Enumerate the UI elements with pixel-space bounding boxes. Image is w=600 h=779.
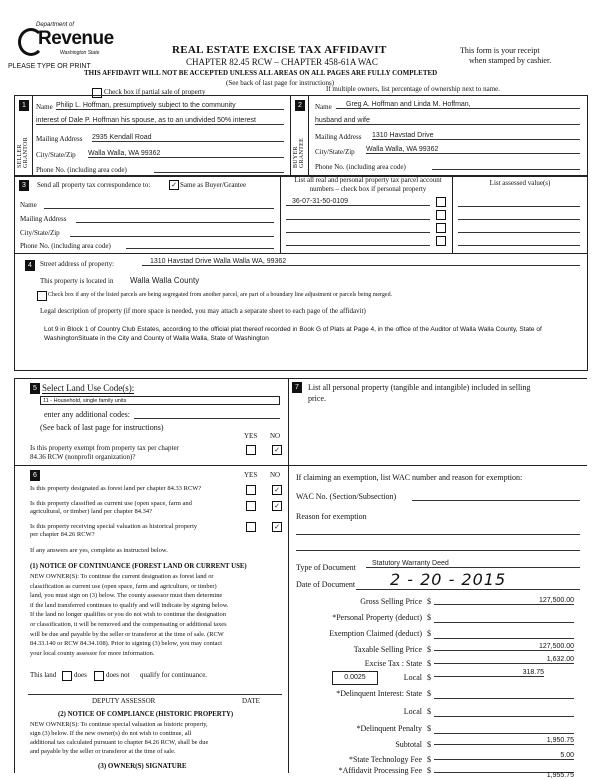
section6-yes-header: YES (244, 471, 258, 479)
personal-property-deduct-label: *Personal Property (deduct) (332, 613, 422, 622)
exempt-question-2: 84.36 RCW (nonprofit organization)? (30, 453, 136, 461)
qualify-label: qualify for continuance. (140, 671, 208, 679)
additional-codes-label: enter any additional codes: (44, 410, 130, 419)
technology-fee-value[interactable]: 5.00 (434, 752, 574, 760)
section-3-badge: 3 (19, 180, 29, 191)
same-as-buyer-label: Same as Buyer/Grantee (180, 181, 247, 189)
document-type-label: Type of Document (296, 563, 356, 572)
current-use-question-2: agricultural, or timber) land per chapter 84.34? (30, 508, 153, 515)
see-back-note: (See back of last page for instructions) (226, 79, 335, 87)
notice-line: NEW OWNER(S): To continue the current designation as forest land or (30, 573, 214, 580)
logo-main-text: Revenue (38, 28, 114, 49)
delinquent-penalty-value[interactable] (434, 724, 574, 734)
section-2-badge: 2 (295, 100, 305, 111)
corr-name-label: Name (20, 201, 37, 209)
segregated-label: Check box if any of the listed parcels are being segregated from another parcel, are part of a boundary line adjustment or parcels being merged. (48, 292, 393, 298)
personal-property-deduct-value[interactable] (434, 613, 574, 623)
notice-line: sign (3) below. If the new owner(s) do not wish to continue, all (30, 730, 192, 737)
logo-top-text: Department of (36, 22, 75, 28)
additional-codes-field[interactable] (134, 418, 280, 419)
taxable-price-label: Taxable Selling Price (353, 645, 422, 654)
historic-question-1: Is this property receiving special valuation as historical property (30, 523, 198, 530)
deputy-assessor-label: DEPUTY ASSESSOR (92, 697, 156, 705)
receipt-note-1: This form is your receipt (460, 46, 540, 55)
notice-line: classification as current use (open space, farm and agriculture, or timber) (30, 582, 217, 590)
segregated-checkbox[interactable] (37, 291, 47, 301)
buyer-name-line-2[interactable]: husband and wife (315, 117, 580, 125)
currency-sign: $ (427, 755, 431, 764)
exempt-no-checkbox[interactable]: ✓ (272, 445, 282, 455)
personal-property-checkbox-3[interactable] (436, 223, 446, 233)
total-due-partial: 1,955.75 (546, 772, 574, 779)
corr-name-field[interactable] (44, 208, 274, 209)
financial-table (288, 597, 588, 779)
please-print-note: PLEASE TYPE OR PRINT (8, 63, 91, 70)
notice-line: will be due and payable by the seller or transferor at the time of sale. (RCW (30, 630, 224, 638)
located-in-field[interactable]: Walla Walla County (130, 276, 200, 285)
partial-sale-label: Check box if partial sale of property (104, 88, 206, 96)
notice-line: if the land transferred continues to qualify and will indicate by signing below. (30, 601, 229, 609)
excise-local-value[interactable]: 318.75 (434, 669, 544, 677)
seller-side-label: SELLER GRANTOR (17, 137, 29, 168)
gross-price-value[interactable]: 127,500.00 (434, 597, 574, 605)
seller-phone-label: Phone No. (including area code) (36, 166, 127, 174)
corr-mailing-label: Mailing Address (20, 215, 67, 223)
legal-description-text[interactable]: Lot 9 in Block 1 of Country Club Estates, according to the official plat thereof recorded in Book G of Plats at Page 4, in the office of the Auditor of Walla Walla County, State of WashingtonSituate in the City and County of Walla Walla, State of Washington (44, 326, 542, 342)
excise-local-label: Local (403, 673, 422, 682)
section6-no-header: NO (270, 471, 281, 479)
dor-logo (14, 22, 114, 66)
subtotal-value[interactable]: 1,950.75 (434, 737, 574, 745)
personal-property-field[interactable] (296, 404, 584, 456)
buyer-city-label: City/State/Zip (315, 148, 355, 156)
does-not-checkbox[interactable] (94, 671, 104, 681)
street-address-field[interactable]: 1310 Havstad Drive Walla Walla WA, 99362 (142, 258, 580, 266)
personal-property-checkbox-4[interactable] (436, 236, 446, 246)
currency-sign: $ (427, 629, 431, 638)
completion-warning: THIS AFFIDAVIT WILL NOT BE ACCEPTED UNLESS ALL AREAS ON ALL PAGES ARE FULLY COMPLETED (84, 69, 438, 77)
exemption-claim-label: If claiming an exemption, list WAC number and reason for exemption: (296, 473, 523, 482)
seller-city-field[interactable]: Walla Walla, WA 99362 (88, 150, 284, 158)
notice-continuance-title: (1) NOTICE OF CONTINUANCE (FOREST LAND OR CURRENT USE) (30, 563, 247, 570)
legal-description-label: Legal description of property (if more space is needed, you may attach a separate sheet to each page of the affidavit) (40, 307, 366, 315)
buyer-phone-field[interactable] (432, 169, 580, 170)
exemption-reason-label: Reason for exemption (296, 512, 367, 521)
technology-fee-label: *State Technology Fee (348, 755, 422, 764)
notice-compliance-title: (2) NOTICE OF COMPLIANCE (HISTORIC PROPERTY) (58, 711, 234, 718)
delinquent-interest-state-label: *Delinquent Interest: State (336, 689, 422, 698)
logo-sub-text: Washington State (60, 50, 100, 56)
form-title: REAL ESTATE EXCISE TAX AFFIDAVIT (172, 44, 387, 56)
currency-sign: $ (427, 766, 431, 775)
affidavit-fee-label: *Affidavit Processing Fee (338, 766, 422, 775)
same-as-buyer-checkbox[interactable]: ✓ (169, 180, 179, 190)
document-date-label: Date of Document (296, 580, 356, 589)
assessed-value-1[interactable] (458, 206, 580, 207)
deputy-date-label: DATE (242, 697, 260, 705)
seller-mailing-label: Mailing Address (36, 135, 83, 143)
exemption-claimed-label: Exemption Claimed (deduct) (329, 629, 422, 638)
parcel-number-3[interactable] (286, 232, 430, 233)
notice-line: additional tax calculated pursuant to chapter 84.26 RCW, shall be due (30, 739, 209, 746)
excise-state-value[interactable]: 1,632.00 (434, 656, 574, 664)
currency-sign: $ (427, 673, 431, 682)
forest-land-question: Is this property designated as forest land per chapter 84.33 RCW? (30, 485, 202, 492)
does-not-label: does not (106, 671, 130, 679)
exempt-question-1: Is this property exempt from property tax per chapter (30, 444, 179, 452)
currency-sign: $ (427, 645, 431, 654)
street-address-label: Street address of property: (40, 260, 115, 268)
delinquent-interest-state-value[interactable] (434, 689, 574, 699)
currency-sign: $ (427, 689, 431, 698)
wac-number-label: WAC No. (Section/Subsection) (296, 492, 397, 501)
receipt-note-2: when stamped by cashier. (469, 56, 552, 65)
seller-phone-field[interactable] (154, 172, 284, 173)
assessed-value-3[interactable] (458, 232, 580, 233)
currency-sign: $ (427, 597, 431, 606)
notice-line: 84.33.140 or RCW 84.34.108). Prior to signing (3) below, you may contact (30, 640, 223, 648)
assessed-value-2[interactable] (458, 219, 580, 220)
located-in-label: This property is located in (40, 277, 114, 285)
buyer-name-label: Name (315, 103, 332, 111)
delinquent-interest-local-label: Local (403, 707, 422, 716)
section-6-badge: 6 (30, 470, 40, 481)
personal-property-line-2: price. (308, 394, 326, 403)
parcel-number-4[interactable] (286, 245, 430, 246)
land-use-see-back: (See back of last page for instructions) (40, 423, 164, 432)
buyer-mailing-field[interactable]: 1310 Havstad Drive (372, 132, 580, 140)
notice-line: and payable by the seller or transferor at the time of sale. (30, 748, 176, 755)
subtotal-label: Subtotal (395, 740, 422, 749)
buyer-mailing-label: Mailing Address (315, 133, 362, 141)
land-use-code-field[interactable]: 11 - Household, single family units (40, 396, 280, 405)
buyer-side-label: BUYER GRANTEE (293, 137, 305, 168)
seller-mailing-field[interactable]: 2935 Kendall Road (92, 134, 284, 142)
this-land-label: This land (30, 671, 57, 679)
forest-yes-checkbox[interactable] (246, 485, 256, 495)
historic-yes-checkbox[interactable] (246, 522, 256, 532)
correspondence-label: Send all property tax correspondence to: (37, 181, 151, 189)
multiple-owners-note: If multiple owners, list percentage of ownership next to name. (326, 85, 500, 93)
notice-line: NEW OWNER(S): To continue special valuation as historic property, (30, 721, 208, 728)
current-use-yes-checkbox[interactable] (246, 501, 256, 511)
seller-name-line-2[interactable]: interest of Dale P. Hoffman his spouse, as to an undivided 50% interest (36, 117, 284, 125)
if-yes-instruction: If any answers are yes, complete as instructed below. (30, 547, 168, 554)
historic-no-checkbox[interactable]: ✓ (272, 522, 282, 532)
parcel-number-2[interactable] (286, 219, 430, 220)
delinquent-penalty-label: *Delinquent Penalty (356, 724, 422, 733)
notice-line: land, you must sign on (3) below. The county assessor must then determine (30, 592, 223, 600)
personal-property-checkbox-1[interactable] (436, 197, 446, 207)
land-use-label: Select Land Use Code(s): (42, 383, 135, 393)
delinquent-interest-local-value[interactable] (434, 707, 574, 717)
buyer-name-line-1[interactable]: Greg A. Hoffman and Linda M. Hoffman, (336, 101, 580, 109)
gross-price-label: Gross Selling Price (360, 597, 422, 606)
seller-name-line-1[interactable]: Philip L. Hoffman, presumptively subject to the community (56, 102, 284, 110)
section-4-badge: 4 (25, 260, 35, 271)
forest-no-checkbox[interactable]: ✓ (272, 485, 282, 495)
historic-question-2: per chapter 84.26 RCW? (30, 531, 95, 538)
notice-line: If the land no longer qualifies or you do not wish to continue the designation (30, 611, 226, 619)
deputy-signature-line[interactable] (28, 694, 282, 695)
currency-sign: $ (427, 659, 431, 668)
section-5-badge: 5 (30, 383, 40, 394)
document-date-field[interactable]: 2 - 20 - 2015 (356, 570, 580, 590)
form-chapter: CHAPTER 82.45 RCW – CHAPTER 458-61A WAC (186, 57, 378, 67)
document-type-field[interactable]: Statutory Warranty Deed (366, 560, 580, 568)
exempt-yes-checkbox[interactable] (246, 445, 256, 455)
personal-property-checkbox-2[interactable] (436, 210, 446, 220)
buyer-city-field[interactable]: Walla Walla, WA 99362 (366, 146, 580, 154)
exemption-reason-field-2[interactable] (296, 550, 580, 551)
land-use-no-header: NO (270, 432, 281, 440)
corr-mailing-field[interactable] (76, 222, 274, 223)
corr-phone-field[interactable] (126, 248, 274, 249)
excise-state-label: Excise Tax : State (364, 659, 422, 668)
owner-signature-label: (3) OWNER(S) SIGNATURE (98, 762, 187, 770)
currency-sign: $ (427, 613, 431, 622)
seller-city-label: City/State/Zip (36, 151, 76, 159)
exemption-claimed-value[interactable] (434, 629, 574, 639)
currency-sign: $ (427, 740, 431, 749)
notice-line: your local county assessor for more information. (30, 649, 155, 657)
personal-property-line-1: List all personal property (tangible and intangible) included in selling (308, 383, 531, 392)
parcel-header-2: numbers – check box if personal property (309, 185, 427, 193)
corr-city-label: City/State/Zip (20, 229, 60, 237)
section-7-badge: 7 (292, 382, 302, 393)
assessed-value-header: List assessed value(s) (489, 179, 551, 187)
taxable-price-value[interactable]: 127,500.00 (434, 643, 574, 651)
does-label: does (74, 671, 87, 679)
currency-sign: $ (427, 707, 431, 716)
parcel-number-1[interactable]: 36-07-31-50-0109 (286, 198, 430, 206)
corr-city-field[interactable] (70, 236, 274, 237)
corr-phone-label: Phone No. (including area code) (20, 242, 111, 250)
notice-continuance-body (30, 572, 284, 658)
current-use-question-1: Is this property classified as current use (open space, farm and (30, 500, 192, 507)
exemption-reason-field[interactable] (296, 534, 580, 535)
does-checkbox[interactable] (62, 671, 72, 681)
currency-sign: $ (427, 724, 431, 733)
buyer-phone-label: Phone No. (including area code) (315, 163, 406, 171)
parcel-header-1: List all real and personal property tax parcel account (294, 176, 442, 184)
current-use-no-checkbox[interactable]: ✓ (272, 501, 282, 511)
section-1-badge: 1 (19, 100, 29, 111)
land-use-yes-header: YES (244, 432, 258, 440)
notice-compliance-body (30, 720, 284, 756)
seller-name-label: Name (36, 103, 53, 111)
wac-number-field[interactable] (412, 500, 580, 501)
local-rate-field[interactable]: 0.0025 (332, 671, 378, 685)
assessed-value-4[interactable] (458, 245, 580, 246)
notice-line: or classification, it will be removed and the compensating or additional taxes (30, 620, 227, 628)
